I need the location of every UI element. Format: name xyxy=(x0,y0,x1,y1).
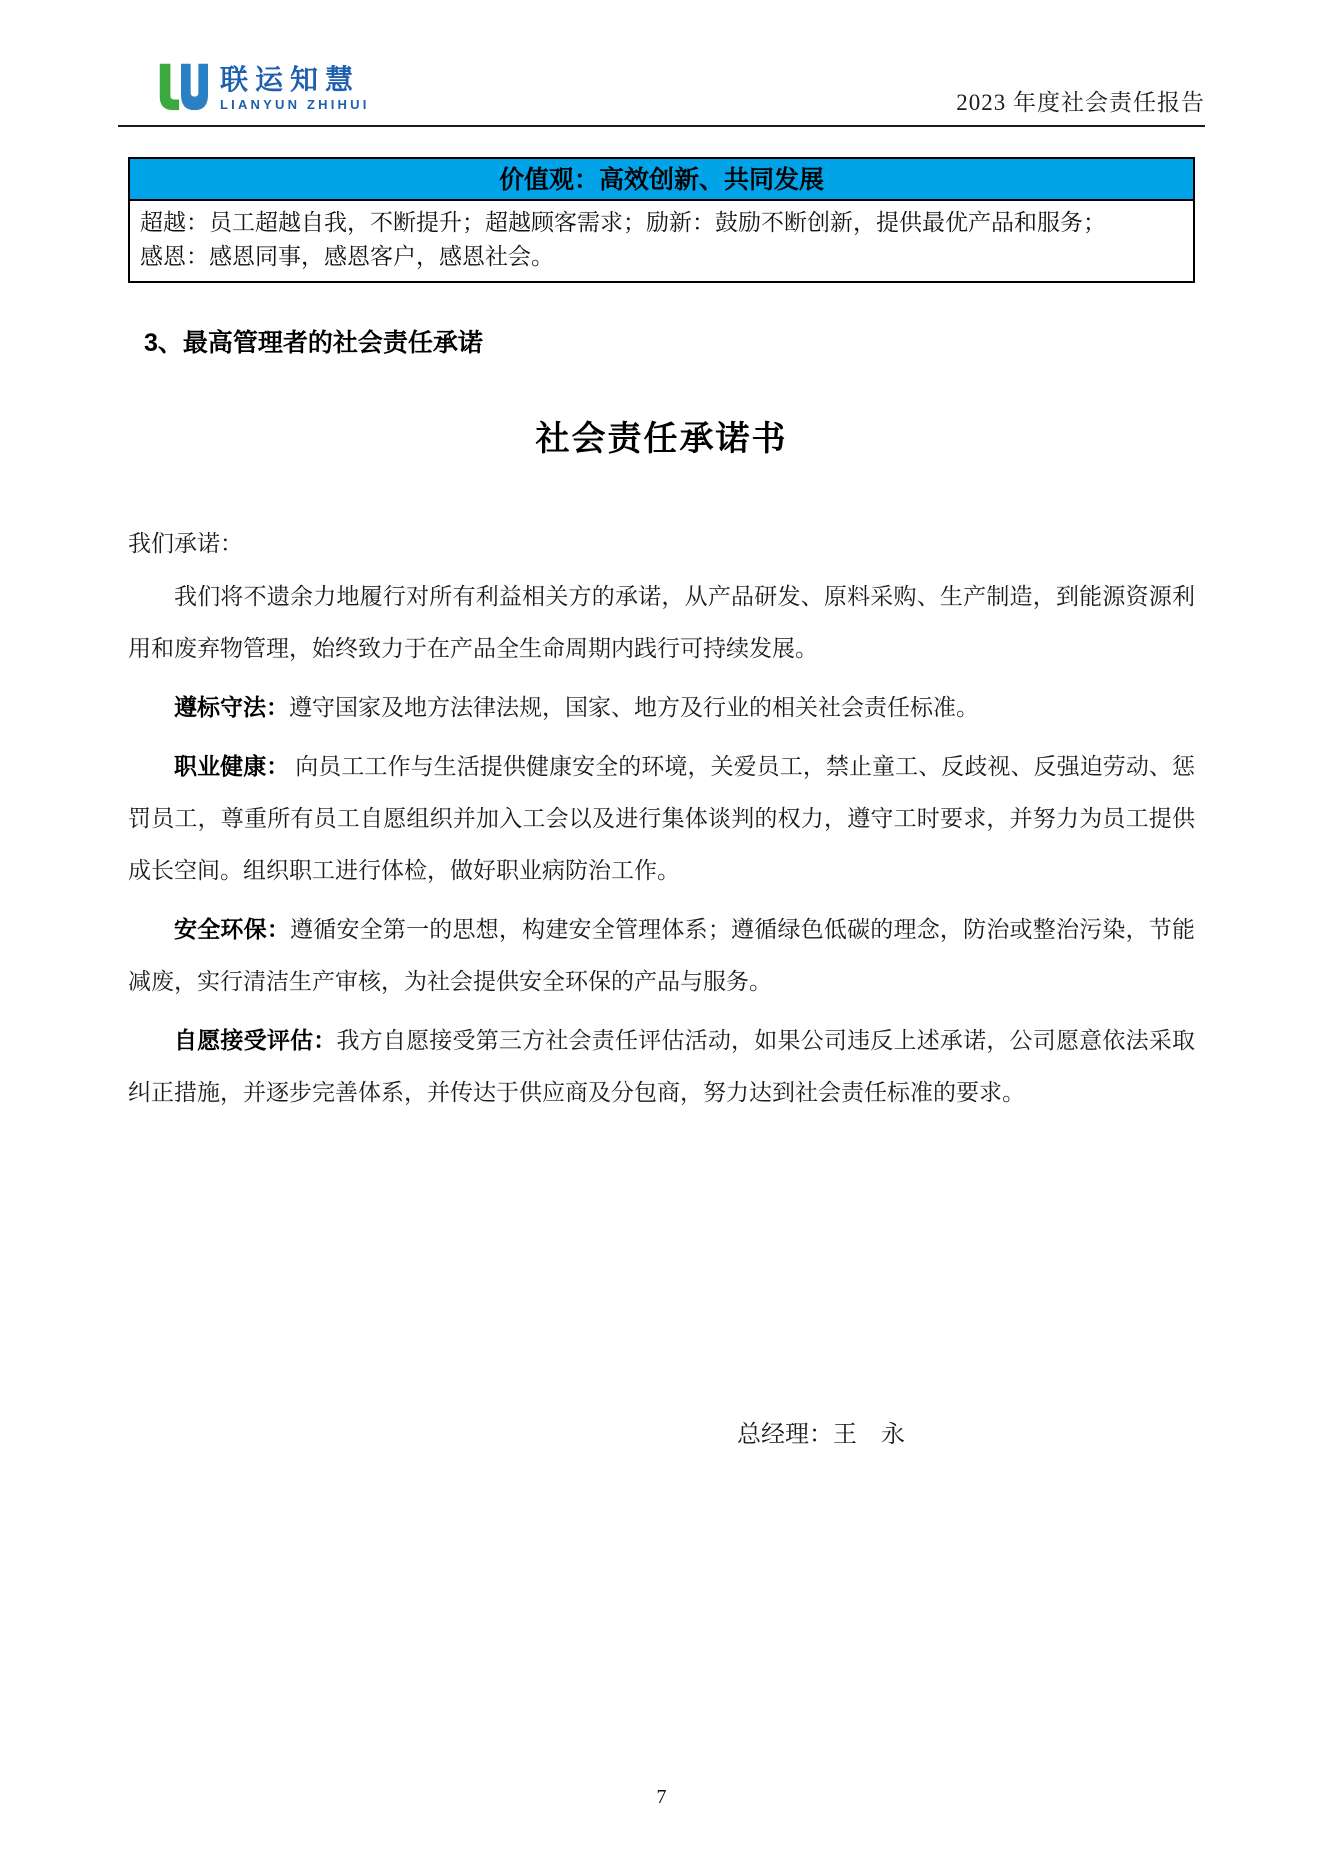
company-logo xyxy=(152,58,370,119)
logo-chinese-name: 联运知慧 xyxy=(220,64,361,95)
paragraph-text: 我们将不遗余力地履行对所有利益相关方的承诺，从产品研发、原料采购、生产制造，到能源资源利用和废弃物管理，始终致力于在产品全生命周期内践行可持续发展。 xyxy=(128,584,1195,661)
paragraph-text: 遵守国家及地方法律法规，国家、地方及行业的相关社会责任标准。 xyxy=(289,695,979,720)
paragraph-lead: 自愿接受评估： xyxy=(174,1027,337,1053)
letter-intro-label: 我们承诺： xyxy=(128,531,243,556)
letter-paragraph xyxy=(128,570,1195,675)
page-header xyxy=(118,0,1205,127)
report-title: 2023 年度社会责任报告 xyxy=(956,90,1205,115)
letter-paragraph xyxy=(128,1014,1195,1119)
values-table xyxy=(128,157,1195,283)
values-table-header: 价值观：高效创新、共同发展 xyxy=(130,159,1193,201)
letter-paragraph xyxy=(128,681,1195,734)
signature-line: 总经理：王 永 xyxy=(737,1422,905,1448)
paragraph-text: 向员工工作与生活提供健康安全的环境，关爱员工，禁止童工、反歧视、反强迫劳动、惩罚员工，尊重所有员工自愿组织并加入工会以及进行集体谈判的权力，遵守工时要求，并努力为员工提供成长空间。组织职工进行体检，做好职业病防治工作。 xyxy=(128,754,1196,883)
letter-paragraph xyxy=(128,740,1195,897)
paragraph-text: 遵循安全第一的思想，构建安全管理体系；遵循绿色低碳的理念，防治或整治污染，节能减废，实行清洁生产审核，为社会提供安全环保的产品与服务。 xyxy=(128,917,1196,994)
paragraph-lead: 遵标守法： xyxy=(174,694,289,720)
paragraph-lead: 安全环保： xyxy=(174,916,291,942)
letter-paragraph xyxy=(128,903,1195,1008)
logo-text-block xyxy=(220,66,370,111)
letter-body xyxy=(128,518,1195,1461)
page-number: 7 xyxy=(656,1786,667,1808)
section-heading: 3、最高管理者的社会责任承诺 xyxy=(144,329,483,357)
logo-english-name: LIANYUN ZHIHUI xyxy=(220,97,370,112)
values-line-2: 感恩：感恩同事，感恩客户，感恩社会。 xyxy=(140,244,554,269)
values-line-1: 超越：员工超越自我，不断提升；超越顾客需求；励新：鼓励不断创新，提供最优产品和服务； xyxy=(140,210,1106,235)
lianyun-logo-icon xyxy=(152,58,210,119)
values-table-body xyxy=(130,201,1193,281)
paragraph-lead: 职业健康： xyxy=(174,753,290,779)
letter-title: 社会责任承诺书 xyxy=(535,420,788,458)
paragraph-text: 我方自愿接受第三方社会责任评估活动，如果公司违反上述承诺，公司愿意依法采取纠正措施，并逐步完善体系，并传达于供应商及分包商，努力达到社会责任标准的要求。 xyxy=(128,1028,1196,1105)
